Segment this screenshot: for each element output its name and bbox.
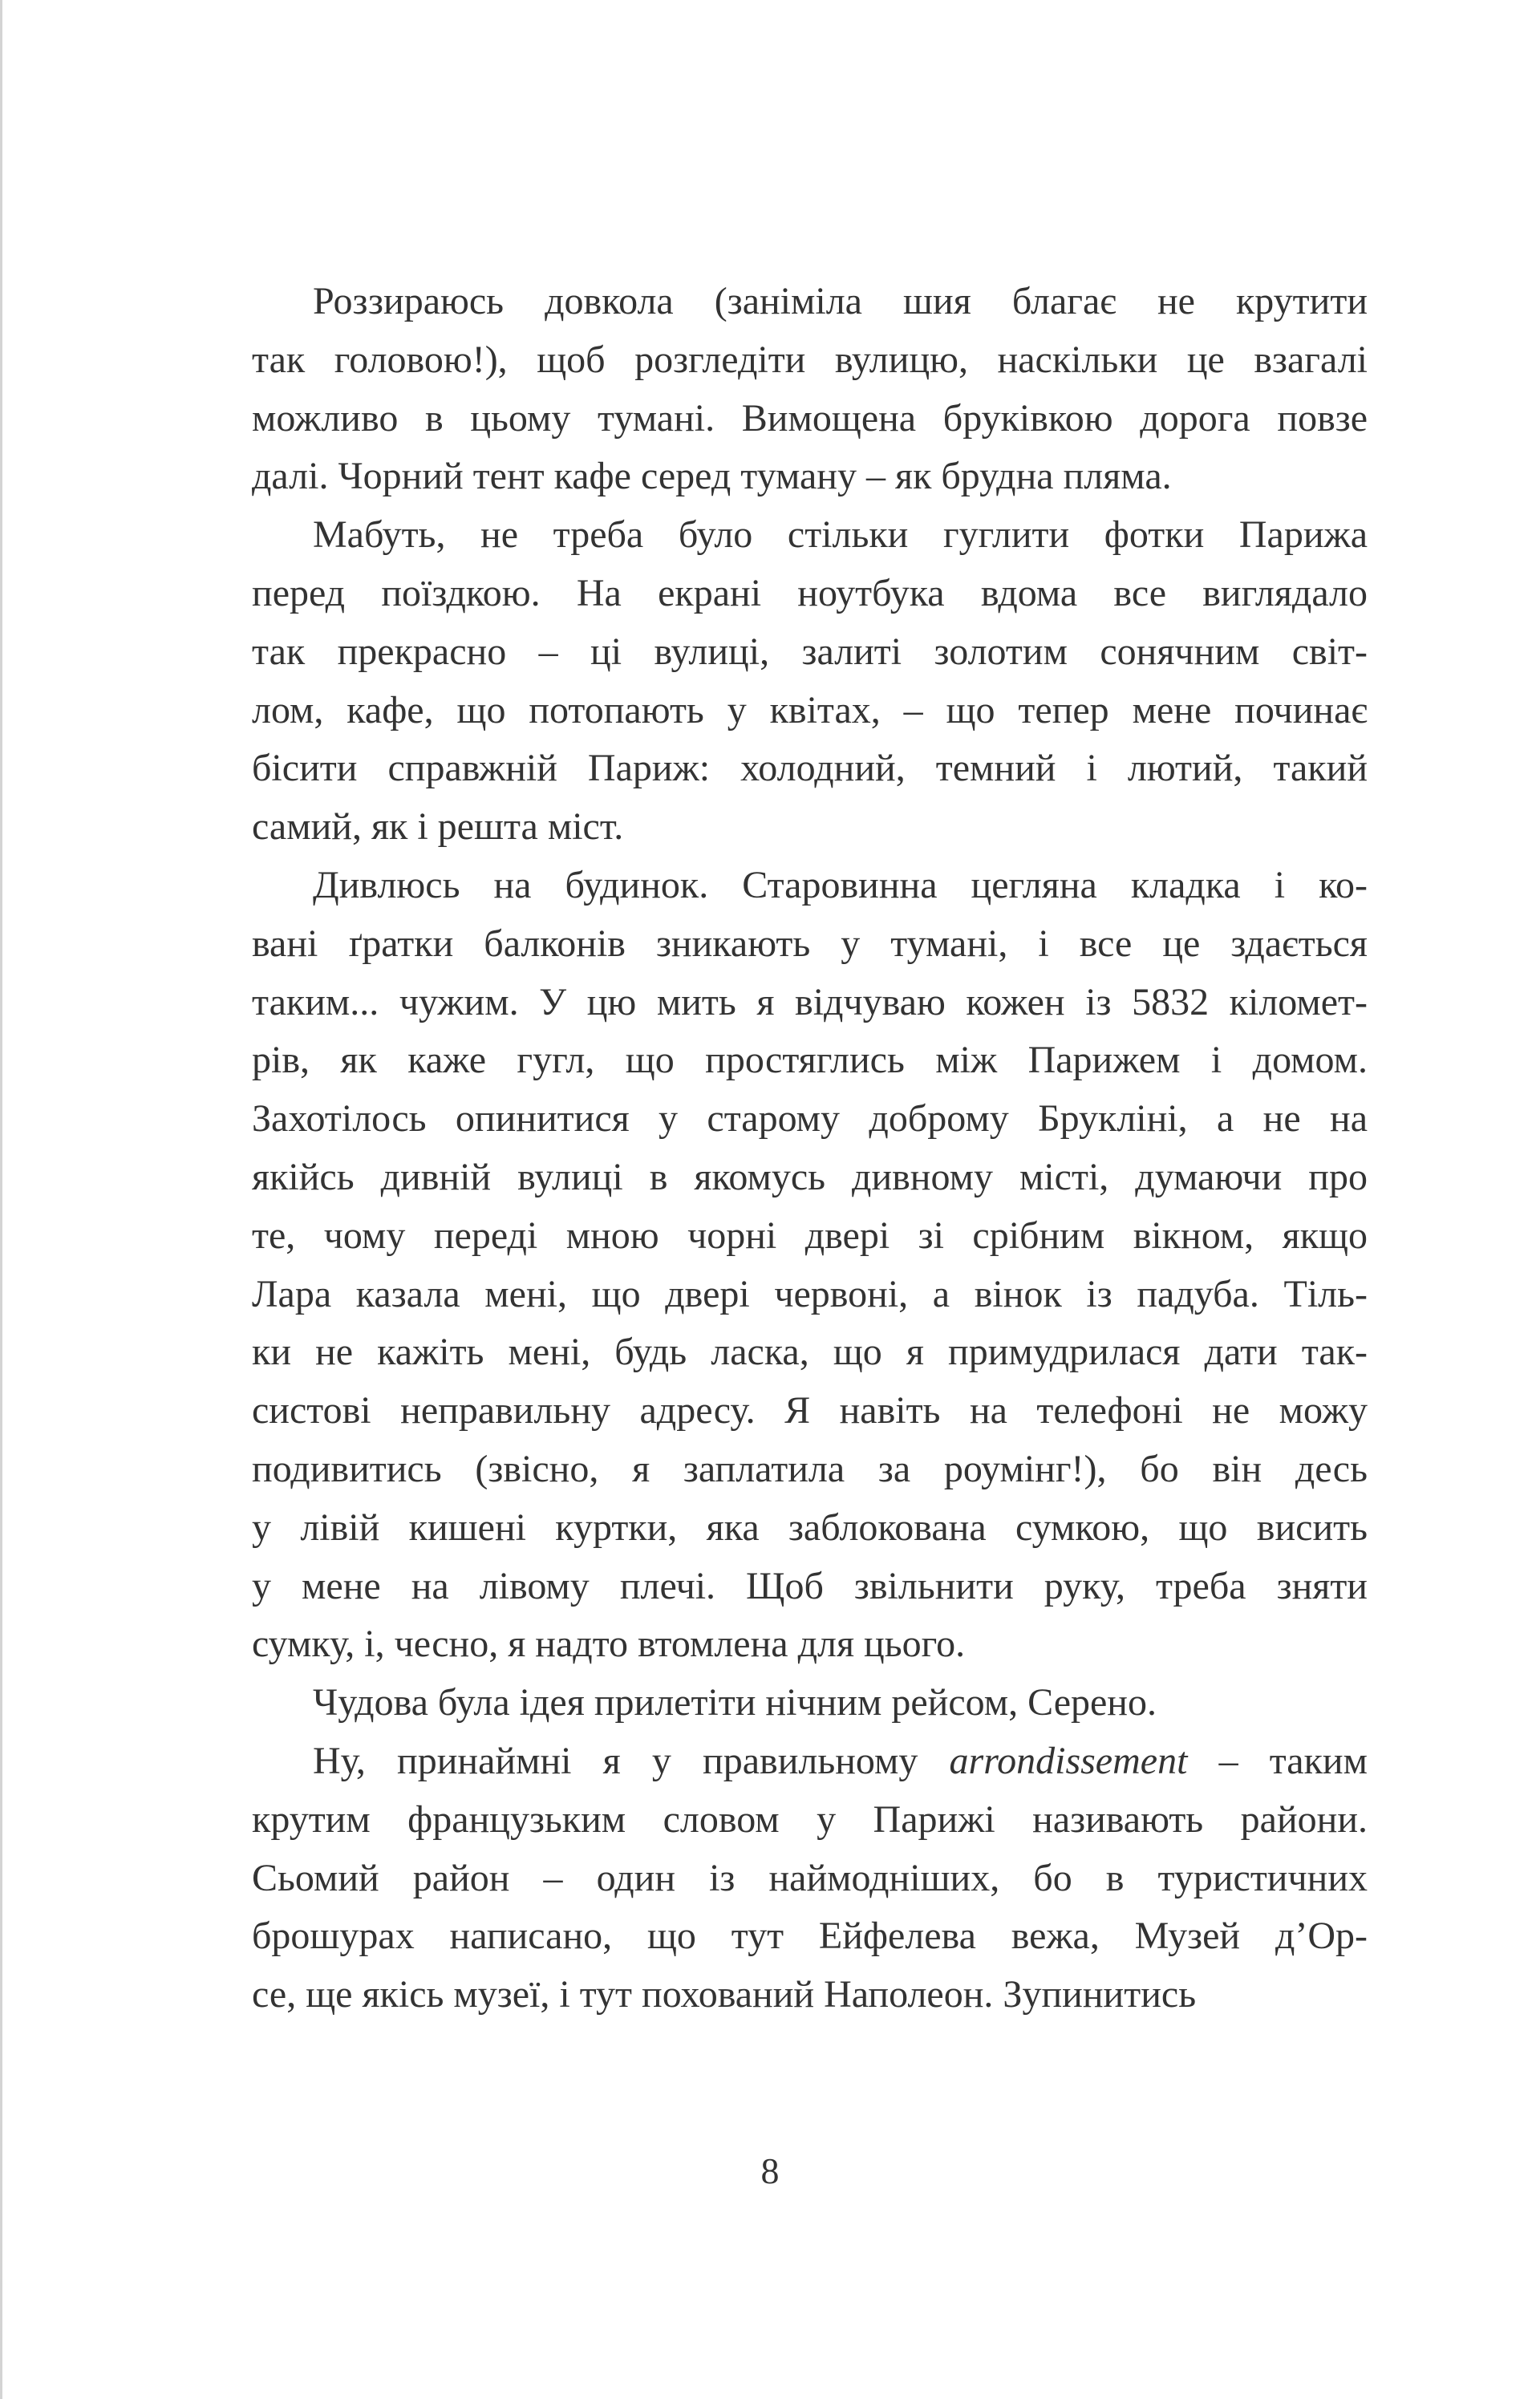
text-line: можливо в цьому тумані. Вимощена бруківкою дорога повзе	[252, 396, 1368, 440]
text-line: перед поїздкою. На екрані ноутбука вдома все виглядало	[252, 571, 1368, 614]
text-line: бісити справжній Париж: холодний, темний і лютий, такий	[252, 747, 1368, 790]
page-number: 8	[760, 2150, 780, 2191]
text-line: Чудова була ідея прилетіти нічним рейсом, Серено.	[313, 1681, 1157, 1724]
text-line: Роззираюсь довкола (заніміла шия благає не крутити	[313, 280, 1368, 322]
text-line: Сьомий район – один із наймодніших, бо в туристичних	[252, 1856, 1368, 1899]
text-line: лом, кафе, що потопають у квітах, – що тепер мене починає	[252, 688, 1368, 731]
text-line: Дивлюсь на будинок. Старовинна цегляна кладка і ко-	[313, 863, 1368, 906]
book-text	[252, 273, 1368, 2024]
text-line: самий, як і решта міст.	[252, 805, 624, 849]
page-edge	[0, 0, 2, 2399]
paragraph	[252, 273, 1368, 506]
text-line: подивитись (звісно, я заплатила за роумінг!), бо він десь	[252, 1447, 1368, 1490]
text-line	[252, 1732, 1368, 1791]
text-line: якійсь дивній вулиці в якомусь дивному місті, думаючи про	[252, 1155, 1368, 1198]
text-line: се, ще якісь музеї, і тут похований Наполеон. Зупинитись	[252, 1973, 1197, 2016]
text-span: Ну, принаймні я у правильному	[313, 1739, 950, 1782]
text-line: систові неправильну адресу. Я навіть на телефоні не можу	[252, 1389, 1368, 1433]
text-line: брошурах написано, що тут Ейфелева вежа, Музей д’Ор-	[252, 1915, 1368, 1958]
text-line: крутим французьким словом у Парижі називають райони.	[252, 1797, 1368, 1841]
text-line: таким... чужим. У цю мить я відчуваю кожен із 5832 кіломет-	[252, 980, 1368, 1023]
text-line: у мене на лівому плечі. Щоб звільнити руку, треба зняти	[252, 1564, 1368, 1607]
text-line: ки не кажіть мені, будь ласка, що я примудрилася дати так-	[252, 1331, 1368, 1374]
paragraph	[252, 857, 1368, 1674]
text-line: так прекрасно – ці вулиці, залиті золотим сонячним світ-	[252, 630, 1368, 673]
italic-term: arrondissement	[949, 1739, 1188, 1782]
text-span: – таким	[1187, 1739, 1368, 1782]
paragraph	[252, 506, 1368, 857]
paragraph	[252, 1674, 1368, 1732]
text-line: так головою!), щоб розгледіти вулицю, наскільки це взагалі	[252, 338, 1368, 381]
paragraph	[252, 1732, 1368, 2024]
text-line: вані ґратки балконів зникають у тумані, і все це здається	[252, 922, 1368, 965]
text-line: сумку, і, чесно, я надто втомлена для цього.	[252, 1623, 966, 1666]
text-line: Лара казала мені, що двері червоні, а вінок із падуба. Тіль-	[252, 1272, 1368, 1315]
text-line: Захотілось опинитися у старому доброму Брукліні, а не на	[252, 1097, 1368, 1141]
text-line: те, чому переді мною чорні двері зі срібним вікном, якщо	[252, 1214, 1368, 1257]
text-line: далі. Чорний тент кафе серед туману – як брудна пляма.	[252, 455, 1172, 498]
text-line: у лівій кишені куртки, яка заблокована сумкою, що висить	[252, 1505, 1368, 1549]
text-line: Мабуть, не треба було стільки гуглити фотки Парижа	[313, 513, 1368, 557]
text-line: рів, як каже гугл, що простяглись між Парижем і домом.	[252, 1039, 1368, 1082]
